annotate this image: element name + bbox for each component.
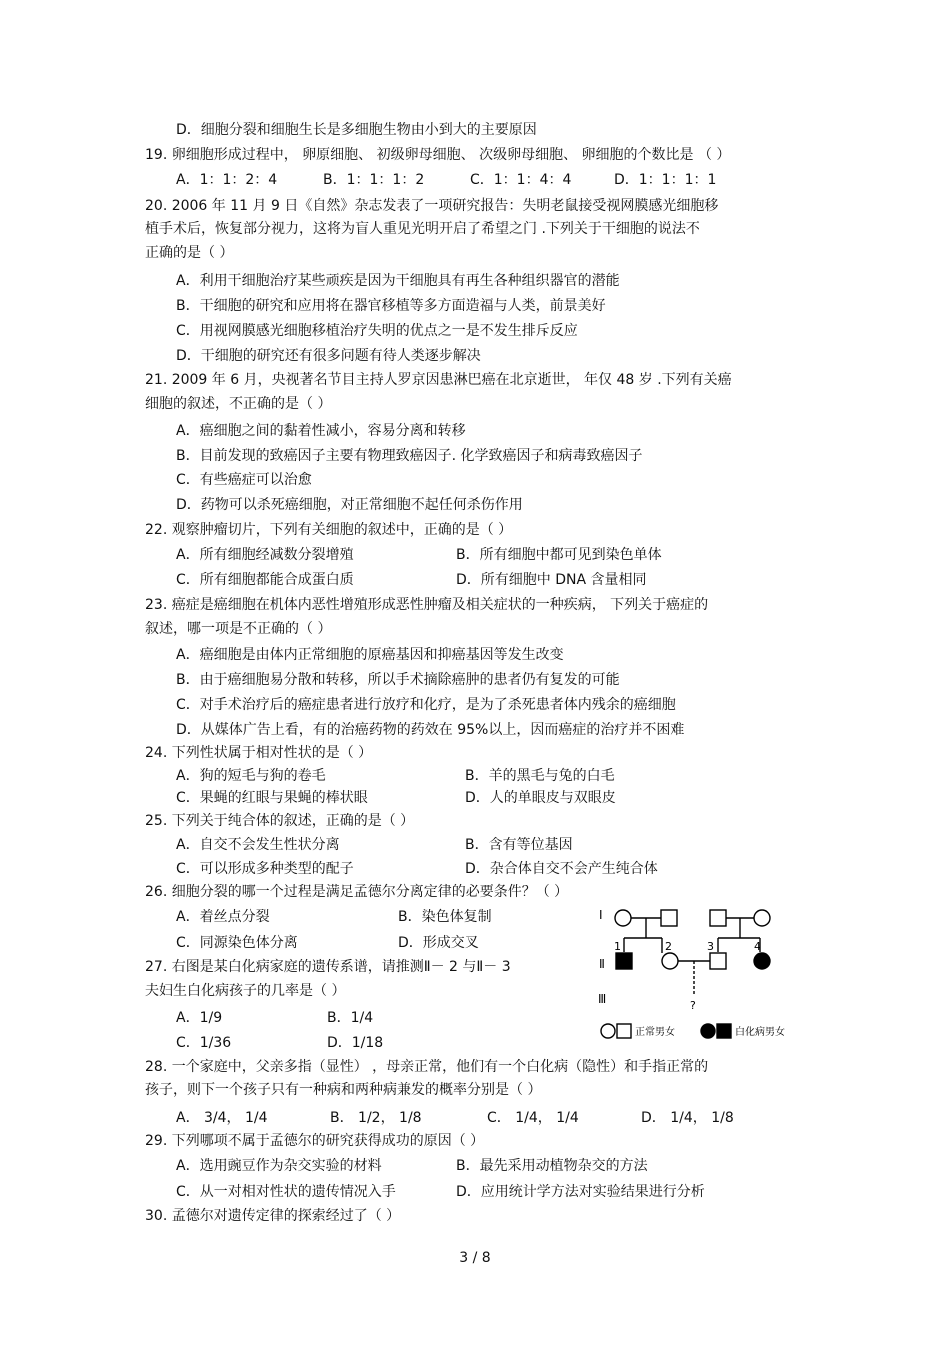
- q19-stem: 19. 卵细胞形成过程中， 卵原细胞、 初级卵母细胞、 次级卵母细胞、 卵细胞的个数比是 （ ）: [145, 147, 731, 163]
- individual-number-1: 1: [614, 940, 621, 953]
- q26-option-a: A．着丝点分裂: [176, 909, 270, 925]
- gen1-female-right: [754, 910, 770, 926]
- q23-option-a: A．癌细胞是由体内正常细胞的原癌基因和抑癌基因等发生改变: [176, 647, 564, 663]
- q30-stem: 30. 孟德尔对遗传定律的探索经过了（ ）: [145, 1208, 401, 1224]
- q20-option-c: C．用视网膜感光细胞移植治疗失明的优点之一是不发生排斥反应: [176, 323, 578, 339]
- q21-option-a: A．癌细胞之间的黏着性减小，容易分离和转移: [176, 423, 466, 439]
- q22-option-b: B．所有细胞中都可见到染色单体: [456, 547, 662, 563]
- q20-option-a: A．利用干细胞治疗某些顽疾是因为干细胞具有再生各种组织器官的潜能: [176, 273, 620, 289]
- legend-albino-female-icon: [701, 1024, 715, 1038]
- gen2-male-normal-3: [710, 953, 726, 969]
- legend-albino-male-icon: [717, 1024, 731, 1038]
- q27-option-d: D．1/18: [327, 1035, 384, 1051]
- q26-option-d: D．形成交叉: [398, 935, 479, 951]
- q26-option-c: C．同源染色体分离: [176, 935, 298, 951]
- q25-stem: 25. 下列关于纯合体的叙述，正确的是（ ）: [145, 813, 415, 829]
- q23-stem-1: 23. 癌症是癌细胞在机体内恶性增殖形成恶性肿瘤及相关症状的一种疾病， 下列关于癌症的: [145, 597, 709, 613]
- q27-option-c: C．1/36: [176, 1035, 232, 1051]
- albinism-pedigree-diagram: [590, 900, 805, 1050]
- q26-stem: 26. 细胞分裂的哪一个过程是满足孟德尔分离定律的必要条件？（ ）: [145, 884, 569, 900]
- q27-stem-2: 夫妇生白化病孩子的几率是（ ）: [145, 983, 346, 999]
- gen2-female-albino-4: [754, 953, 770, 969]
- q18-option-d: D．细胞分裂和细胞生长是多细胞生物由小到大的主要原因: [176, 122, 537, 138]
- q20-stem-2: 植手术后，恢复部分视力，这将为盲人重见光明开启了希望之门 .下列关于干细胞的说法不: [145, 221, 700, 237]
- q29-option-b: B．最先采用动植物杂交的方法: [456, 1158, 648, 1174]
- individual-number-4: 4: [754, 940, 761, 953]
- q28-stem-1: 28. 一个家庭中，父亲多指（显性） ，母亲正常，他们有一个白化病（隐性）和手指正常的: [145, 1059, 709, 1075]
- q29-option-c: C．从一对相对性状的遗传情况入手: [176, 1184, 396, 1200]
- q19-option-a: A．1：1：2：4: [176, 172, 278, 188]
- q21-stem-1: 21. 2009 年 6 月，央视著名节目主持人罗京因患淋巴癌在北京逝世， 年仅 48 岁 .下列有关癌: [145, 372, 732, 388]
- gen2-male-albino-1: [616, 953, 632, 969]
- q22-stem: 22. 观察肿瘤切片，下列有关细胞的叙述中，正确的是（ ）: [145, 522, 513, 538]
- q19-option-c: C．1：1：4：4: [470, 172, 572, 188]
- q26-option-b: B．染色体复制: [398, 909, 492, 925]
- q24-option-d: D．人的单眼皮与双眼皮: [465, 790, 616, 806]
- q22-option-a: A．所有细胞经减数分裂增殖: [176, 547, 354, 563]
- generation-label-1: Ⅰ: [599, 908, 603, 922]
- q23-option-c: C．对手术治疗后的癌症患者进行放疗和化疗，是为了杀死患者体内残余的癌细胞: [176, 697, 676, 713]
- q20-option-b: B．干细胞的研究和应用将在器官移植等多方面造福与人类，前景美好: [176, 298, 606, 314]
- q27-option-a: A．1/9: [176, 1010, 223, 1026]
- unknown-child-mark: ?: [690, 999, 696, 1012]
- q28-stem-2: 孩子，则下一个孩子只有一种病和两种病兼发的概率分别是（ ）: [145, 1082, 542, 1098]
- q23-option-d: D．从媒体广告上看，有的治癌药物的药效在 95%以上，因而癌症的治疗并不困难: [176, 722, 685, 738]
- gen1-male-left: [661, 910, 677, 926]
- q20-stem-1: 20. 2006 年 11 月 9 日《自然》杂志发表了一项研究报告：失明老鼠接受视网膜感光细胞移: [145, 198, 719, 214]
- page-number: 3 / 8: [459, 1250, 491, 1266]
- q25-option-b: B．含有等位基因: [465, 837, 573, 853]
- q27-stem-1: 27. 右图是某白化病家庭的遗传系谱，请推测Ⅱ－ 2 与Ⅱ－ 3: [145, 959, 511, 975]
- q28-option-b: B． 1/2， 1/8: [330, 1110, 422, 1126]
- q24-option-c: C．果蝇的红眼与果蝇的棒状眼: [176, 790, 368, 806]
- q21-option-b: B．目前发现的致癌因子主要有物理致癌因子. 化学致癌因子和病毒致癌因子: [176, 448, 643, 464]
- q21-stem-2: 细胞的叙述，不正确的是（ ）: [145, 396, 332, 412]
- q22-option-c: C．所有细胞都能合成蛋白质: [176, 572, 354, 588]
- q27-option-b: B．1/4: [327, 1010, 374, 1026]
- q29-option-a: A．选用豌豆作为杂交实验的材料: [176, 1158, 382, 1174]
- generation-label-3: Ⅲ: [598, 992, 607, 1006]
- generation-label-2: Ⅱ: [599, 957, 605, 971]
- q19-option-d: D．1：1：1：1: [614, 172, 717, 188]
- legend-albino-label: 白化病男女: [735, 1027, 785, 1038]
- individual-number-2: 2: [665, 940, 672, 953]
- q24-stem: 24. 下列性状属于相对性状的是（ ）: [145, 745, 373, 761]
- q29-stem: 29. 下列哪项不属于孟德尔的研究获得成功的原因（ ）: [145, 1133, 485, 1149]
- legend-normal-label: 正常男女: [635, 1027, 675, 1038]
- gen1-male-right: [710, 910, 726, 926]
- q22-option-d: D．所有细胞中 DNA 含量相同: [456, 572, 647, 588]
- q19-option-b: B．1：1：1：2: [323, 172, 425, 188]
- gen1-female-left: [615, 910, 631, 926]
- q28-option-c: C． 1/4， 1/4: [487, 1110, 579, 1126]
- q24-option-a: A．狗的短毛与狗的卷毛: [176, 768, 326, 784]
- individual-number-3: 3: [707, 940, 714, 953]
- q29-option-d: D．应用统计学方法对实验结果进行分析: [456, 1184, 705, 1200]
- q24-option-b: B．羊的黑毛与兔的白毛: [465, 768, 615, 784]
- q20-stem-3: 正确的是（ ）: [145, 245, 234, 261]
- q25-option-a: A．自交不会发生性状分离: [176, 837, 340, 853]
- q28-option-d: D． 1/4， 1/8: [641, 1110, 734, 1126]
- q21-option-d: D．药物可以杀死癌细胞，对正常细胞不起任何杀伤作用: [176, 497, 523, 513]
- legend-normal-male-icon: [617, 1024, 631, 1038]
- gen2-female-normal-2: [662, 953, 678, 969]
- q21-option-c: C．有些癌症可以治愈: [176, 472, 312, 488]
- legend-normal-female-icon: [601, 1024, 615, 1038]
- q20-option-d: D．干细胞的研究还有很多问题有待人类逐步解决: [176, 348, 481, 364]
- q23-stem-2: 叙述，哪一项是不正确的（ ）: [145, 621, 332, 637]
- q25-option-c: C．可以形成多种类型的配子: [176, 861, 354, 877]
- q25-option-d: D．杂合体自交不会产生纯合体: [465, 861, 658, 877]
- q28-option-a: A． 3/4， 1/4: [176, 1110, 268, 1126]
- q23-option-b: B．由于癌细胞易分散和转移，所以手术摘除癌肿的患者仍有复发的可能: [176, 672, 620, 688]
